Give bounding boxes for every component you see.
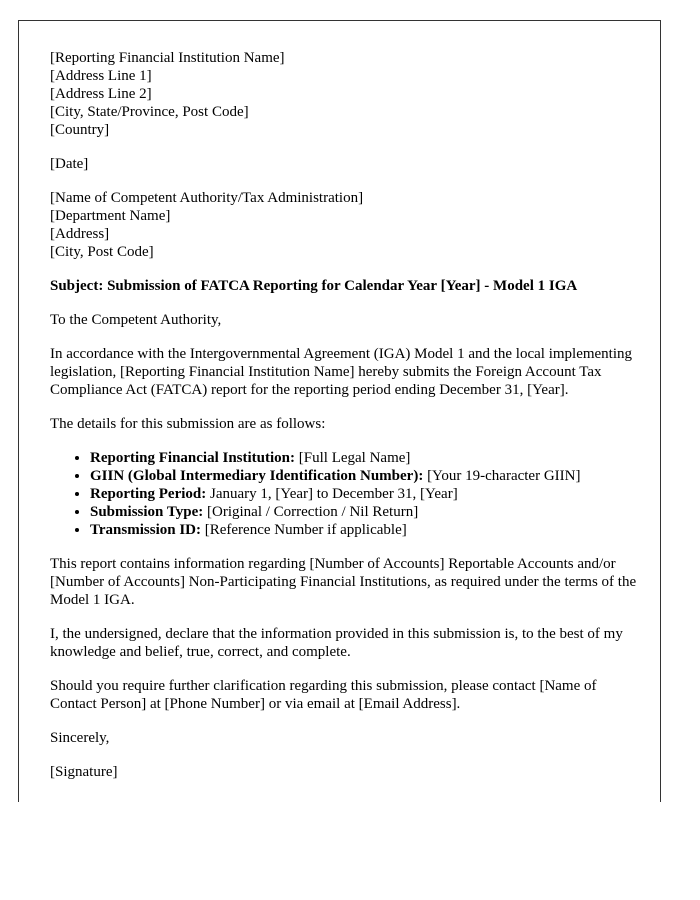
sender-line: [Country] bbox=[50, 122, 110, 138]
closing: Sincerely, bbox=[50, 730, 110, 746]
recipient-line: [Address] bbox=[50, 226, 110, 242]
list-item bbox=[90, 485, 642, 503]
list-item bbox=[90, 449, 642, 467]
details-intro: The details for this submission are as follows: bbox=[50, 416, 326, 432]
sender-line: [City, State/Province, Post Code] bbox=[50, 104, 249, 120]
sender-line: [Address Line 2] bbox=[50, 86, 152, 102]
list-item bbox=[90, 521, 642, 539]
detail-value: [Your 19-character GIIN] bbox=[423, 468, 581, 484]
detail-label: Reporting Period: bbox=[90, 486, 207, 502]
detail-label: Reporting Financial Institution: bbox=[90, 450, 296, 466]
intro-paragraph: In accordance with the Intergovernmental Agreement (IGA) Model 1 and the local implementing legislation, [Reporting Financial Institution Name] hereby submits the Foreign Account Tax Compliance Act (FATCA) report for the reporting period ending December 31, [Year]. bbox=[50, 346, 633, 398]
detail-label: Transmission ID: bbox=[90, 522, 201, 538]
letter-date bbox=[50, 155, 642, 173]
subject-line: Subject: Submission of FATCA Reporting for Calendar Year [Year] - Model 1 IGA bbox=[50, 278, 578, 294]
details-list bbox=[50, 449, 642, 539]
detail-value: [Original / Correction / Nil Return] bbox=[203, 504, 419, 520]
sender-line: [Reporting Financial Institution Name] bbox=[50, 50, 285, 66]
sender-address bbox=[50, 49, 642, 139]
detail-value: January 1, [Year] to December 31, [Year] bbox=[206, 486, 458, 502]
letter-content bbox=[50, 49, 642, 797]
detail-value: [Full Legal Name] bbox=[295, 450, 411, 466]
detail-label: Submission Type: bbox=[90, 504, 204, 520]
list-item bbox=[90, 467, 642, 485]
detail-label: GIIN (Global Intermediary Identification Number): bbox=[90, 468, 424, 484]
declaration-paragraph: I, the undersigned, declare that the information provided in this submission is, to the best of my knowledge and belief, true, correct, and complete. bbox=[50, 626, 623, 660]
signature: [Signature] bbox=[50, 764, 118, 780]
contact-paragraph: Should you require further clarification regarding this submission, please contact [Name of Contact Person] at [Phone Number] or via email at [Email Address]. bbox=[50, 678, 597, 712]
list-item bbox=[90, 503, 642, 521]
recipient-line: [City, Post Code] bbox=[50, 244, 154, 260]
letter-page bbox=[18, 20, 661, 802]
detail-value: [Reference Number if applicable] bbox=[201, 522, 407, 538]
recipient-line: [Department Name] bbox=[50, 208, 171, 224]
accounts-paragraph: This report contains information regarding [Number of Accounts] Reportable Accounts and/or [Number of Accounts] Non-Participating Financial Institutions, as required under the terms of the Model 1 IGA. bbox=[50, 556, 637, 608]
salutation: To the Competent Authority, bbox=[50, 312, 222, 328]
recipient-line: [Name of Competent Authority/Tax Administration] bbox=[50, 190, 364, 206]
recipient-address bbox=[50, 189, 642, 261]
date-text: [Date] bbox=[50, 156, 89, 172]
sender-line: [Address Line 1] bbox=[50, 68, 152, 84]
